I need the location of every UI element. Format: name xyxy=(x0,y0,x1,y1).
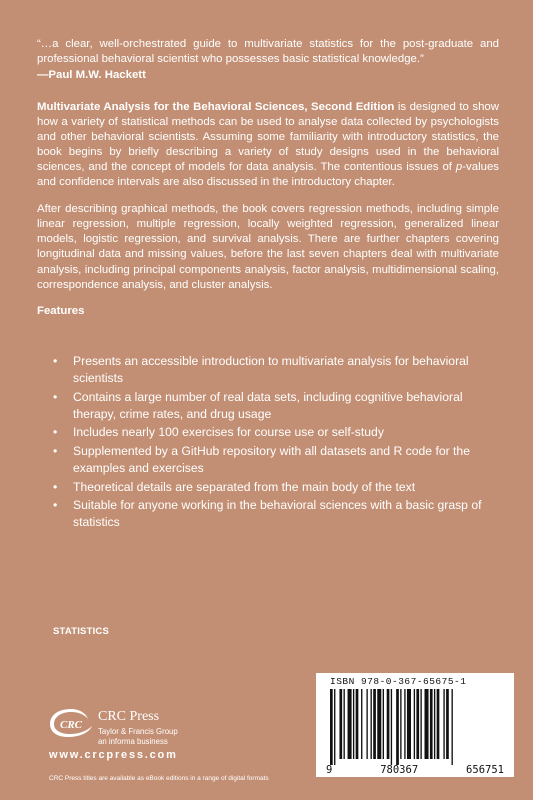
subject-category: STATISTICS xyxy=(53,626,110,637)
barcode-bar xyxy=(344,689,345,759)
barcode-bar xyxy=(330,689,333,765)
barcode-bar xyxy=(425,689,429,759)
description-paragraph-1: Multivariate Analysis for the Behavioral Sciences, Second Edition is designed to show how a variety of statistical methods can be used to analyse data collected by psychologists and other behavioral scientists. Assuming some familiarity with introductory statistics, the book begins by briefly describing a variety of study designs used in the behavioral sciences, and the concept of models for data analysis. The contentious issues of p-values and confidence intervals are also discussed in the introductory chapter. xyxy=(37,100,499,189)
barcode-bar xyxy=(446,689,449,759)
barcode-bars-icon xyxy=(324,689,506,765)
barcode-bar xyxy=(434,689,435,759)
barcode-bar xyxy=(420,689,421,759)
review-quote: “…a clear, well-orchestrated guide to multivariate statistics for the post-graduate and professional behavioral scientist who possesses basic statistical knowledge.” xyxy=(37,38,499,66)
barcode-bar xyxy=(339,689,342,759)
feature-item: • Contains a large number of real data sets, including cognitive behavioral therapy, crime rates, and drug usage xyxy=(53,389,463,421)
barcode-bar xyxy=(348,689,352,759)
barcode-bar xyxy=(371,689,372,759)
barcode-bar xyxy=(366,689,367,759)
svg-text:CRC: CRC xyxy=(59,719,83,731)
feature-item: • Supplemented by a GitHub repository with all datasets and R code for the examples and exercises xyxy=(53,443,470,476)
crc-press-logo-icon xyxy=(49,707,93,739)
feature-item: • Presents an accessible introduction to multivariate analysis for behavioral scientists xyxy=(53,353,469,386)
barcode-bar xyxy=(361,689,362,759)
barcode-bar xyxy=(452,689,453,765)
barcode-bar xyxy=(407,689,411,759)
barcode-bar xyxy=(414,689,415,759)
feature-item: • Theoretical details are separated from the main body of the text xyxy=(53,479,416,494)
feature-item: • Includes nearly 100 exercises for course use or self-study xyxy=(53,425,384,440)
barcode-bar xyxy=(396,689,399,765)
features-heading: Features xyxy=(37,304,85,317)
publisher-group: Taylor & Francis Group xyxy=(98,727,178,736)
feature-item: • Suitable for anyone working in the behavioral sciences with a basic grasp of statistics xyxy=(53,497,482,530)
barcode-bar xyxy=(334,689,335,765)
barcode-bar xyxy=(353,689,354,759)
barcode-bar xyxy=(387,689,390,759)
barcode-digits: 9 780367 656751 xyxy=(326,764,504,776)
barcode-bar xyxy=(383,689,384,759)
barcode-bar xyxy=(400,689,401,759)
book-title: Multivariate Analysis for the Behavioral Sciences, Second Edition xyxy=(37,100,395,113)
isbn-label: ISBN 978-0-367-65675-1 xyxy=(330,676,467,687)
barcode-bar xyxy=(430,689,433,759)
features-list xyxy=(37,353,499,532)
publisher-website: www.crcpress.com xyxy=(49,749,178,761)
barcode-bar xyxy=(443,689,444,759)
barcode-bar xyxy=(391,689,392,765)
barcode-bar xyxy=(373,689,376,759)
barcode-bar xyxy=(356,689,359,759)
publisher-tagline: an informa business xyxy=(98,737,168,746)
back-cover-content xyxy=(37,37,499,533)
isbn-barcode xyxy=(316,673,514,777)
barcode-bar xyxy=(377,689,381,759)
barcode-bar xyxy=(437,689,440,759)
ebook-footnote: CRC Press titles are available as eBook editions in a range of digital formats xyxy=(49,775,269,782)
barcode-bar xyxy=(416,689,419,759)
quote-attribution: —Paul M.W. Hackett xyxy=(37,68,146,81)
barcode-bar xyxy=(404,689,405,759)
publisher-name: CRC Press xyxy=(98,709,160,724)
description-paragraph-2: After describing graphical methods, the book covers regression methods, including simple linear regression, multiple regression, locally weighted regression, generalized linear models, logistic regression, and survival analysis. There are further chapters covering longitudinal data and missing values, before the last seven chapters deal with multivariate analysis, including principal components analysis, factor analysis, multidimensional scaling, correspondence analysis, and cluster analysis. xyxy=(37,203,499,291)
